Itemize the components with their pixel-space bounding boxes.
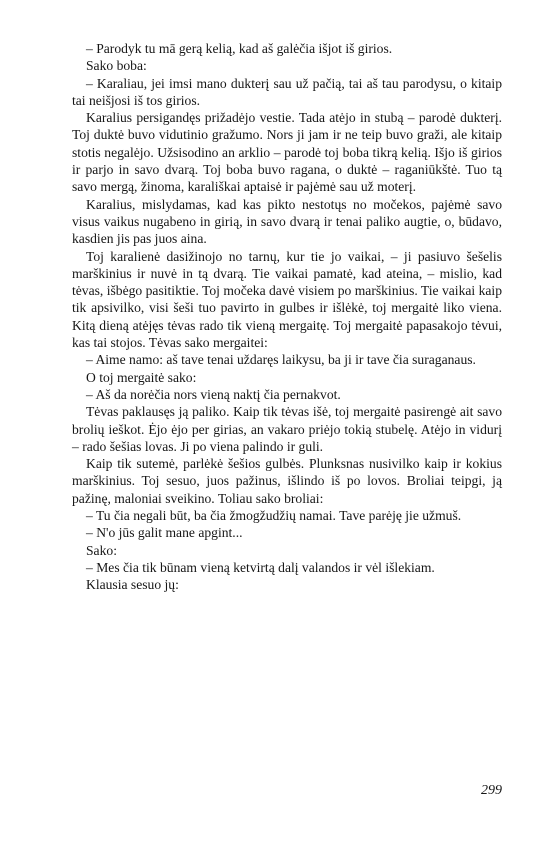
paragraph: O toj mergaitė sako:	[86, 369, 197, 385]
paragraph: – N'o jūs galit mane apgint...	[86, 525, 243, 541]
paragraph: – Karaliau, jei imsi mano dukterį sau už pačią, tai aš tau parodysu, o kitaip tai neišjosi iš tos girios.	[72, 75, 502, 108]
paragraph: Kaip tik sutemė, parlėkė šešios gulbės. Plunksnas nusivilko kaip ir kokius marškinius. Toj sesuo, juos pažinus, išlindo iš po lovos. Broliai teipgi, ją pažinę, maloniai sveikino. Toliau sako broliai:	[72, 456, 502, 506]
paragraph: Karalius persigandęs prižadėjo vestie. Tada atėjo in stubą – parodė dukterį. Toj duktė buvo vidutinio gražumo. Nors ji jam ir ne teip buvo graži, ale kitaip stotis negalėjo. Užsisodino an arklio – parodė toj boba tikrą kelią. Išjo iš girios ir parjo in savo dvarą. Toj boba buvo ragana, o duktė – raganiūkštė. Tuo tą savo mergą, žinoma, karališkai aptaisė ir pajėmė sau už moterį.	[72, 110, 502, 195]
paragraph: – Parodyk tu mā gerą kelią, kad aš galėčia išjot iš girios.	[86, 41, 393, 56]
page-number: 299	[481, 783, 502, 798]
paragraph: – Mes čia tik būnam vieną ketvirtą dalį valandos ir vėl išlekiam.	[86, 559, 435, 575]
paragraph: Sako:	[86, 542, 117, 558]
paragraph: – Tu čia negali būt, ba čia žmogžudžių namai. Tave parėję jie užmuš.	[86, 508, 462, 524]
paragraph: Sako boba:	[86, 58, 147, 74]
page-text	[72, 40, 502, 594]
paragraph: Karalius, mislydamas, kad kas pikto nestotųs no močekos, pajėmė savo visus vaikus nugabeno in girią, in savo dvarą ir tenai paliko augtie, o, būdavo, kasdien jis pas juos aina.	[72, 196, 502, 247]
paragraph: – Aime namo: aš tave tenai uždaręs laikysu, ba ji ir tave čia suraganaus.	[86, 352, 476, 368]
paragraph: Tėvas paklausęs ją paliko. Kaip tik tėvas išė, toj mergaitė pasirengė ait savo brolių ieškot. Ėjo ėjo per girias, an vakaro priėjo tokią stubelę. Atėjo in vidurį – rado šešias lovas. Ji po viena palindo ir guli.	[72, 404, 502, 454]
paragraph: – Aš da norėčia nors vieną naktį čia pernakvot.	[86, 386, 341, 402]
paragraph: Toj karalienė dasižinojo no tarnų, kur tie jo vaikai, – ji pasiuvo šešelis marškinius ir nuvė in tą dvarą. Tie vaikai pamatė, kad ateina, – mislio, kad tėvas, išbėgo pasitiktie. Toj močeka davė visiem po marškinius. Tie vaikai kaip tik apsivilko, visi šeši tuo pavirto in gulbes ir išlėkė, toj mergaitė liko viena. Kitą dieną atėjęs tėvas rado tik vieną mergaitę. Toj mergaitė papasakojo tėvui, kas tai stojos. Tėvas sako mergaitei:	[72, 248, 502, 351]
paragraph: Klausia sesuo jų:	[86, 577, 179, 593]
